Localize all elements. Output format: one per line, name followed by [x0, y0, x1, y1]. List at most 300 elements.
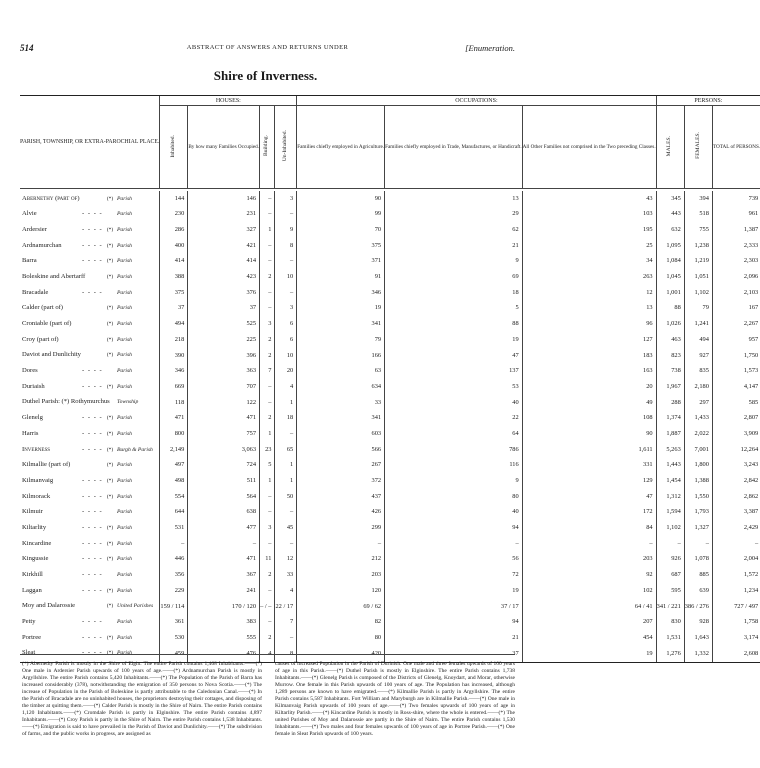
cell-bld: – [260, 191, 275, 207]
cell-fam: 3,063 [188, 442, 260, 458]
cell-t: – [755, 539, 759, 547]
cell-inh: 118 [160, 395, 188, 411]
place-column-header: PARISH, TOWNSHIP, OR EXTRA-PAROCHIAL PLACE. [20, 96, 160, 189]
place-name: Barra [22, 257, 37, 265]
cell-inh: 644 [160, 505, 188, 521]
cell-m: 1,443 [656, 458, 684, 474]
cell-t: 2,303 [743, 257, 759, 265]
cell-inh: 554 [160, 489, 188, 505]
cell-t: 2,807 [743, 414, 759, 422]
cell-oth: 90 [522, 426, 656, 442]
cell-fam: 363 [188, 364, 260, 380]
cell-inh: 218 [160, 332, 188, 348]
cell-f: 1,800 [684, 458, 712, 474]
cell-inh: 361 [160, 615, 188, 631]
cell-trd: 13 [385, 191, 523, 207]
cell-unh: – [275, 505, 297, 521]
cell-agr: 634 [297, 379, 385, 395]
footnote-ref: (*) [106, 446, 114, 453]
place-type: Parish [117, 242, 132, 249]
cell-f: 1,332 [684, 646, 712, 662]
cell-unh: 9 [275, 222, 297, 238]
cell-inh: 669 [160, 379, 188, 395]
cell-inh: 459 [160, 646, 188, 662]
footnote-ref: (*) [106, 430, 114, 437]
cell-agr: 341 [297, 411, 385, 427]
cell-oth: 108 [522, 411, 656, 427]
cell-inh: – [160, 536, 188, 552]
cell-trd: 80 [385, 489, 523, 505]
cell-inh: 530 [160, 630, 188, 646]
cell-oth: 43 [522, 191, 656, 207]
persons-group-header: PERSONS: [656, 96, 760, 106]
cell-bld: 3 [260, 520, 275, 536]
table-row [20, 191, 760, 207]
agriculture-header: Families chiefly employed in Agriculture. [297, 106, 385, 189]
cell-t: 739 [748, 194, 759, 202]
place-name: Croniable (part of) [22, 320, 72, 328]
cell-trd: 56 [385, 552, 523, 568]
place-name: Duthel Parish: (*) Rothymurchus [22, 398, 110, 406]
cell-agr: 99 [297, 207, 385, 223]
place-name: Dores [22, 367, 38, 375]
cell-oth: 34 [522, 254, 656, 270]
cell-trd: 40 [385, 505, 523, 521]
cell-fam: 367 [188, 568, 260, 584]
cell-trd: 72 [385, 568, 523, 584]
cell-unh: 65 [275, 442, 297, 458]
cell-bld: – [260, 379, 275, 395]
cell-fam: 376 [188, 285, 260, 301]
cell-oth: 102 [522, 583, 656, 599]
cell-oth: 47 [522, 489, 656, 505]
cell-unh: 22 / 17 [275, 599, 297, 615]
footnote-ref: (*) [106, 462, 114, 469]
cell-t: 3,174 [743, 633, 759, 641]
cell-fam: 170 / 120 [188, 599, 260, 615]
table-row: Kilmanvaig - - - - (*) Parish 498 511 1 1 372 9 129 1,454 1,388 2,842 [20, 473, 760, 489]
place-name: Kirkhill [22, 571, 43, 579]
cell-trd: 37 / 17 [385, 599, 523, 615]
table-row: Duriaish - - - - (*) Parish 669 707 – 4 634 53 20 1,967 2,180 4,147 [20, 379, 760, 395]
cell-trd: 9 [385, 473, 523, 489]
cell-t: 4,147 [743, 382, 759, 390]
table-row [20, 332, 760, 348]
cell-bld: – [260, 285, 275, 301]
table-row: Kilmuir - - - - Parish 644 638 – – 426 40 172 1,594 1,793 3,387 [20, 505, 760, 521]
cell-fam: 383 [188, 615, 260, 631]
running-section: [Enumeration. [465, 43, 515, 53]
cell-t: 1,750 [743, 351, 759, 359]
footnotes-left-column: (*) Abernethy Parish is mostly in the Shire of Elgin. The entire Parish contains 1,468 Inhabitants.——(*) One male in Ardersier Parish upwards of 100 years of age.——(*) Ardnamurchan Parish is mostly in Argyllshire. The entire Parish contains 5,420 Inhabitants.——(*) The Population of the Parish of Barra has increased considerably (378), notwithstanding the emigration of 350 persons to Nova Scotia.——(*) The increase of Population in the Parish of Boleskine is partly attributable to the Caledonian Canal.——(*) In the Parish of Bracadale are no uninhabited houses, the proprietors destroying their cottages, and disposing of the timber at quitting them.——(*) Calder Parish is mostly in the Shire of Nairn. The entire Parish contains 1,120 Inhabitants.——(*) Cromdale Parish is partly in Elginshire. The entire Parish contains 4,897 Inhabitants.——(*) Croy Parish is partly in the Shire of Nairn. The entire Parish contains 1,538 Inhabitants.——(*) Emigration is said to have prevailed in the Parish of Daviot and Dunlichity.——(*) The subdivision of farms, and the public works in progress, are assigned as [22, 661, 262, 737]
footnote-ref: (*) [106, 587, 114, 594]
cell-oth: 331 [522, 458, 656, 474]
cell-trd: 18 [385, 285, 523, 301]
cell-t: 585 [748, 398, 759, 406]
table-row: Kingussie - - - - (*) Parish 446 471 11 12 212 56 203 926 1,078 2,004 [20, 552, 760, 568]
cell-inh: 800 [160, 426, 188, 442]
cell-f: 639 [684, 583, 712, 599]
table-row [20, 348, 760, 364]
cell-inh: 498 [160, 473, 188, 489]
cell-agr: 566 [297, 442, 385, 458]
place-type: Parish [117, 211, 132, 218]
table-row: Glenelg - - - - (*) Parish 471 471 2 18 341 22 108 1,374 1,433 2,807 [20, 411, 760, 427]
cell-agr: 33 [297, 395, 385, 411]
footnote-ref: (*) [106, 336, 114, 343]
cell-fam: 327 [188, 222, 260, 238]
cell-inh: 531 [160, 520, 188, 536]
cell-oth: 454 [522, 630, 656, 646]
cell-fam: 241 [188, 583, 260, 599]
cell-bld: 1 [260, 426, 275, 442]
cell-oth: 1,611 [522, 442, 656, 458]
cell-t: 727 / 497 [734, 602, 759, 610]
cell-t: 2,429 [743, 524, 759, 532]
cell-f: 7,001 [684, 442, 712, 458]
place-name: Kingussie [22, 555, 49, 563]
cell-trd: 88 [385, 317, 523, 333]
cell-inh: 2,149 [160, 442, 188, 458]
cell-m: 1,084 [656, 254, 684, 270]
cell-oth: 183 [522, 348, 656, 364]
cell-oth: 163 [522, 364, 656, 380]
cell-trd: 19 [385, 332, 523, 348]
footnotes [20, 654, 515, 737]
place-type: Parish [117, 619, 132, 626]
cell-inh: 497 [160, 458, 188, 474]
cell-agr: 19 [297, 301, 385, 317]
cell-agr: 299 [297, 520, 385, 536]
place-type: Parish [117, 524, 132, 531]
footnote-ref: (*) [106, 650, 114, 657]
cell-t: 1,572 [743, 571, 759, 579]
trade-header: Families chiefly employed in Trade, Manufactures, or Handicraft. [385, 106, 523, 189]
table-row: Inverness - - - - (*) Burgh & Parish 2,149 3,063 23 65 566 786 1,611 5,263 7,001 12,264 [20, 442, 760, 458]
place-type: Parish [117, 650, 132, 657]
cell-bld: 2 [260, 269, 275, 285]
footnote-ref: (*) [106, 195, 114, 202]
place-name: Daviot and Dunlichity [22, 351, 81, 359]
families-header: By how many Families Occupied. [188, 106, 260, 189]
cell-agr: 371 [297, 254, 385, 270]
cell-agr: 91 [297, 269, 385, 285]
cell-unh: 6 [275, 317, 297, 333]
cell-f: 1,241 [684, 317, 712, 333]
cell-m: 1,045 [656, 269, 684, 285]
place-type: Township [117, 399, 139, 406]
place-type: Burgh & Parish [117, 446, 153, 453]
table-row [20, 458, 760, 474]
footnote-ref: (*) [106, 321, 114, 328]
census-table [20, 95, 760, 663]
uninhabited-header: Un-Inhabited. [275, 106, 297, 189]
cell-fam: 471 [188, 552, 260, 568]
cell-oth: 64 / 41 [522, 599, 656, 615]
cell-agr: 267 [297, 458, 385, 474]
cell-t: 3,909 [743, 429, 759, 437]
cell-unh: 33 [275, 568, 297, 584]
place-type: Parish [117, 415, 132, 422]
place-type: Parish [117, 321, 132, 328]
cell-m: 1,887 [656, 426, 684, 442]
place-name: Croy (part of) [22, 335, 59, 343]
place-type: Parish [117, 556, 132, 563]
cell-bld: 2 [260, 630, 275, 646]
footnotes-right-column: causes of increased Population in the Parish of Durinish. One male and three females upwards of 100 years of age in this Parish.——(*) Duthel Parish is mostly in Elginshire. The entire Parish contains 1,738 Inhabitants.——(*) Glenelg Parish is composed of the Districts of Glenelg, Knoydart, and Morar, otherwise Murrow. One female in this Parish upwards of 100 years of age. The Population has increased, although 1,289 persons are known to have emigrated.——(*) Kilmallie Parish is partly in Argyllshire. The entire Parish contains 5,587 Inhabitants. Fort William and Maryburgh are in Kilmallie Parish.——(*) One male in Kilmanvaig Parish upwards of 100 years of age.——(*) Two females upwards of 100 years of age in Kiltarlity Parish.——(*) Kincardine Parish is mostly in Ross-shire, where the whole is entered.——(*) The united Parishes of Moy and Dalarossie are partly in the Shire of Nairn. The entire Parish contains 1,530 Inhabitants.——(*) Two males and four females upwards of 100 years of age in Portree Parish.——(*) One female in Sleat Parish upwards of 100 years. [275, 661, 515, 737]
cell-t: 961 [748, 210, 759, 218]
place-name: Kiltarlity [22, 523, 47, 531]
place-type: Parish [117, 258, 132, 265]
cell-agr: 603 [297, 426, 385, 442]
cell-oth: 25 [522, 238, 656, 254]
cell-fam: 225 [188, 332, 260, 348]
cell-inh: 494 [160, 317, 188, 333]
cell-f: 2,022 [684, 426, 712, 442]
cell-inh: 400 [160, 238, 188, 254]
cell-m: 345 [656, 191, 684, 207]
cell-unh: – [275, 426, 297, 442]
cell-bld: – [260, 583, 275, 599]
table-row: Sleat - - - - (*) Parish 459 476 4 8 420 37 19 1,276 1,332 2,608 [20, 646, 760, 662]
cell-f: 79 [684, 301, 712, 317]
cell-t: 2,267 [743, 320, 759, 328]
cell-oth: 49 [522, 395, 656, 411]
cell-trd: 37 [385, 646, 523, 662]
cell-bld: 4 [260, 646, 275, 662]
cell-m: 1,312 [656, 489, 684, 505]
cell-agr: 212 [297, 552, 385, 568]
inhabited-header: Inhabited. [160, 106, 188, 189]
cell-f: 394 [684, 191, 712, 207]
cell-fam: 146 [188, 191, 260, 207]
cell-oth: 203 [522, 552, 656, 568]
cell-agr: 346 [297, 285, 385, 301]
cell-m: 463 [656, 332, 684, 348]
cell-unh: 1 [275, 458, 297, 474]
cell-oth: 20 [522, 379, 656, 395]
cell-trd: 9 [385, 254, 523, 270]
cell-agr: 372 [297, 473, 385, 489]
table-row [20, 301, 760, 317]
cell-f: 885 [684, 568, 712, 584]
cell-f: 1,327 [684, 520, 712, 536]
cell-t: 957 [748, 335, 759, 343]
cell-bld: 2 [260, 411, 275, 427]
cell-m: 1,102 [656, 520, 684, 536]
cell-bld: – [260, 615, 275, 631]
footnote-ref: (*) [106, 226, 114, 233]
cell-unh: 4 [275, 583, 297, 599]
cell-m: 5,263 [656, 442, 684, 458]
cell-oth: 19 [522, 646, 656, 662]
cell-bld: 23 [260, 442, 275, 458]
table-row [20, 317, 760, 333]
cell-fam: 511 [188, 473, 260, 489]
cell-oth: 12 [522, 285, 656, 301]
cell-bld: – [260, 536, 275, 552]
cell-m: 1,026 [656, 317, 684, 333]
cell-oth: 96 [522, 317, 656, 333]
cell-agr: 120 [297, 583, 385, 599]
cell-trd: 69 [385, 269, 523, 285]
cell-t: 1,387 [743, 226, 759, 234]
cell-bld: – [260, 238, 275, 254]
cell-oth: 263 [522, 269, 656, 285]
cell-unh: 8 [275, 646, 297, 662]
cell-oth: 92 [522, 568, 656, 584]
place-name: Kincardine [22, 539, 52, 547]
place-name: Alvie [22, 210, 37, 218]
cell-f: 1,388 [684, 473, 712, 489]
cell-oth: 195 [522, 222, 656, 238]
page-number: 514 [20, 43, 34, 53]
table-row [20, 395, 760, 411]
cell-unh: – [275, 254, 297, 270]
cell-oth: 103 [522, 207, 656, 223]
cell-t: 2,096 [743, 273, 759, 281]
males-header: MALES. [656, 106, 684, 189]
table-row: Harris - - - - (*) Parish 800 757 1 – 603 64 90 1,887 2,022 3,909 [20, 426, 760, 442]
cell-trd: 116 [385, 458, 523, 474]
cell-trd: 40 [385, 395, 523, 411]
cell-t: 2,862 [743, 492, 759, 500]
cell-inh: 390 [160, 348, 188, 364]
place-name: Glenelg [22, 414, 43, 422]
cell-trd: 47 [385, 348, 523, 364]
cell-t: 3,243 [743, 461, 759, 469]
cell-fam: 555 [188, 630, 260, 646]
cell-unh: 10 [275, 269, 297, 285]
cell-inh: 229 [160, 583, 188, 599]
cell-bld: 1 [260, 222, 275, 238]
cell-inh: 375 [160, 285, 188, 301]
cell-bld: 2 [260, 348, 275, 364]
cell-unh: 7 [275, 615, 297, 631]
cell-f: 927 [684, 348, 712, 364]
cell-agr: 90 [297, 191, 385, 207]
cell-f: 518 [684, 207, 712, 223]
cell-trd: 29 [385, 207, 523, 223]
cell-t: 1,234 [743, 586, 759, 594]
cell-f: 1,078 [684, 552, 712, 568]
cell-m: 823 [656, 348, 684, 364]
table-row [20, 269, 760, 285]
place-name: Portree [22, 633, 42, 641]
cell-unh: 3 [275, 301, 297, 317]
place-type: Parish [117, 383, 132, 390]
cell-agr: 166 [297, 348, 385, 364]
place-type: Parish [117, 368, 132, 375]
cell-m: 1,531 [656, 630, 684, 646]
footnote-ref: (*) [106, 493, 114, 500]
cell-t: 1,758 [743, 618, 759, 626]
place-type: Parish [117, 572, 132, 579]
cell-unh: 1 [275, 395, 297, 411]
cell-agr: 420 [297, 646, 385, 662]
cell-trd: 94 [385, 615, 523, 631]
footnote-ref: (*) [106, 477, 114, 484]
cell-inh: 159 / 114 [160, 599, 188, 615]
cell-m: 1,967 [656, 379, 684, 395]
table-row: Kirkhill - - - - Parish 356 367 2 33 203 72 92 687 885 1,572 [20, 568, 760, 584]
table-row: Kilmorack - - - - (*) Parish 554 564 – 50 437 80 47 1,312 1,550 2,862 [20, 489, 760, 505]
place-type: Parish [117, 195, 132, 202]
cell-m: 1,095 [656, 238, 684, 254]
cell-m: – [656, 536, 684, 552]
table-row: Ardersier - - - - (*) Parish 286 327 1 9 70 62 195 632 755 1,387 [20, 222, 760, 238]
cell-unh: 20 [275, 364, 297, 380]
cell-f: 1,102 [684, 285, 712, 301]
cell-unh: 50 [275, 489, 297, 505]
cell-bld: 5 [260, 458, 275, 474]
cell-fam: 396 [188, 348, 260, 364]
cell-m: 687 [656, 568, 684, 584]
cell-f: 835 [684, 364, 712, 380]
place-name: Abernethy (part of) [22, 194, 80, 202]
footnote-ref: (*) [106, 383, 114, 390]
place-name: Kilmanvaig [22, 476, 54, 484]
cell-m: 1,001 [656, 285, 684, 301]
cell-fam: 423 [188, 269, 260, 285]
cell-m: 288 [656, 395, 684, 411]
cell-agr: 80 [297, 630, 385, 646]
cell-trd: 5 [385, 301, 523, 317]
place-type: Parish [117, 289, 132, 296]
cell-bld: – [260, 395, 275, 411]
cell-trd: 21 [385, 238, 523, 254]
cell-agr: – [297, 536, 385, 552]
table-row: Ardnamurchan - - - - (*) Parish 400 421 – 8 375 21 25 1,095 1,238 2,333 [20, 238, 760, 254]
cell-f: 297 [684, 395, 712, 411]
cell-m: 1,594 [656, 505, 684, 521]
cell-unh: 3 [275, 191, 297, 207]
other-header: All Other Families not comprised in the Two preceding Classes. [522, 106, 656, 189]
running-title: ABSTRACT OF ANSWERS AND RETURNS UNDER [186, 44, 349, 51]
cell-inh: 230 [160, 207, 188, 223]
cell-inh: 388 [160, 269, 188, 285]
footnote-ref: (*) [106, 415, 114, 422]
cell-t: 2,608 [743, 649, 759, 657]
cell-trd: 19 [385, 583, 523, 599]
footnote-ref: (*) [106, 352, 114, 359]
cell-fam: 564 [188, 489, 260, 505]
footnote-ref: (*) [106, 524, 114, 531]
table-row: Kincardine - - - - (*) Parish – – – – – – – – – – [20, 536, 760, 552]
place-name: Harris [22, 429, 39, 437]
cell-bld: 11 [260, 552, 275, 568]
cell-m: 830 [656, 615, 684, 631]
place-name: Moy and Dalarossie [22, 602, 76, 610]
cell-trd: 21 [385, 630, 523, 646]
cell-oth: 84 [522, 520, 656, 536]
cell-bld: – / – [260, 599, 275, 615]
place-name: Inverness [22, 445, 51, 453]
cell-agr: 82 [297, 615, 385, 631]
place-type: Parish [117, 226, 132, 233]
cell-m: 341 / 221 [656, 599, 684, 615]
cell-unh: – [275, 285, 297, 301]
cell-fam: 476 [188, 646, 260, 662]
place-name: Petty [22, 618, 36, 626]
cell-oth: 127 [522, 332, 656, 348]
cell-trd: 62 [385, 222, 523, 238]
cell-t: 2,004 [743, 555, 759, 563]
footnote-ref: (*) [106, 540, 114, 547]
cell-f: 494 [684, 332, 712, 348]
cell-unh: 8 [275, 238, 297, 254]
cell-inh: 144 [160, 191, 188, 207]
